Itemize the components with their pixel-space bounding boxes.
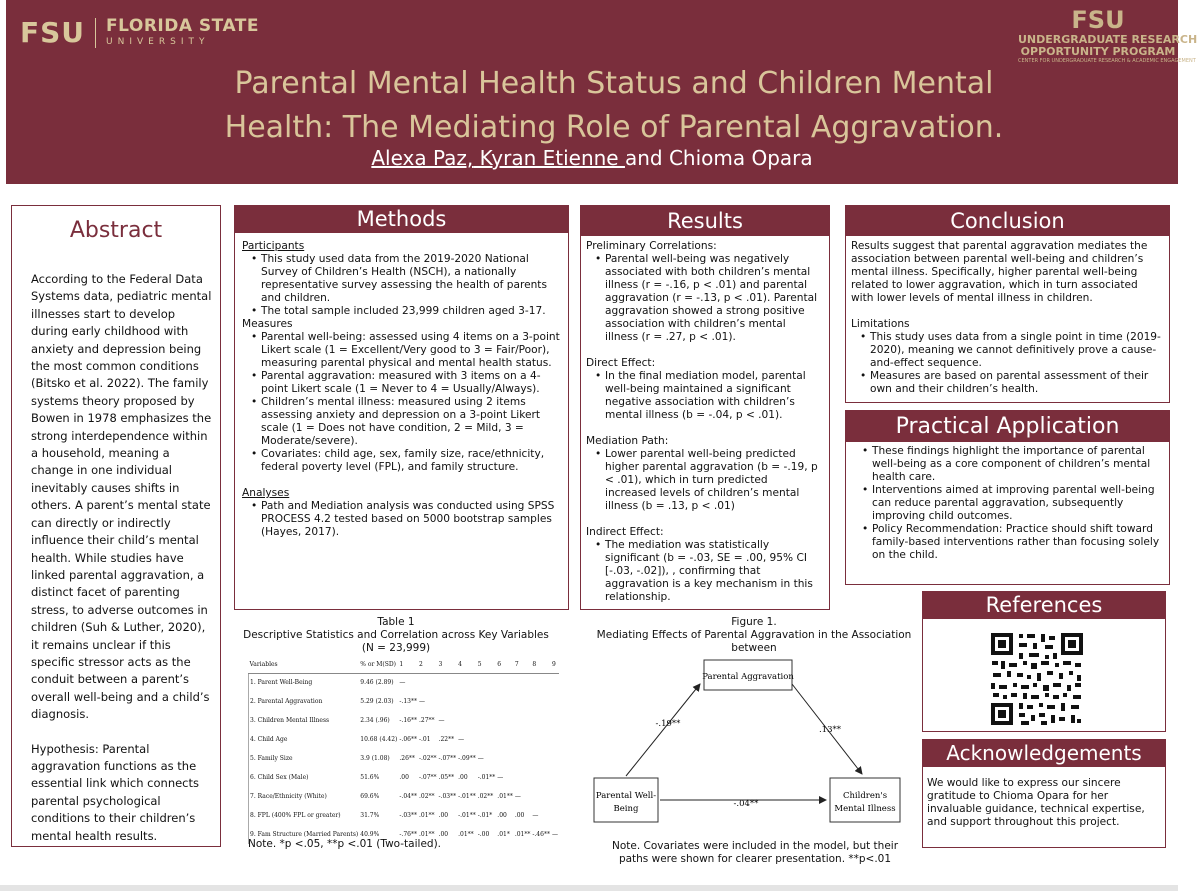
- urop-logo-line3: CENTER FOR UNDERGRADUATE RESEARCH & ACADEMIC ENGAGEMENT: [1018, 58, 1196, 65]
- practical-application-panel: [845, 410, 1170, 585]
- urop-logo-line1: UNDERGRADUATE RESEARCH: [1018, 33, 1197, 46]
- table-cell: —: [477, 755, 484, 762]
- table-cell: [551, 711, 559, 730]
- table-cell: -.16**: [399, 717, 417, 724]
- table-cell: [551, 787, 559, 806]
- table-cell: 1. Parent Well-Being: [249, 673, 360, 692]
- abstract-body: [12, 271, 220, 845]
- table-cell: —: [551, 831, 558, 838]
- measures-label: Measures: [242, 318, 293, 330]
- table-cell: -.04**: [399, 793, 417, 800]
- table-cell: .01**: [418, 831, 435, 838]
- table-cell: 5. Family Size: [249, 749, 360, 768]
- table-cell: [551, 673, 559, 692]
- poster-title: [106, 62, 1122, 150]
- table-cell: [496, 730, 514, 749]
- table-cell: [514, 692, 532, 711]
- table-cell: .02**: [418, 793, 435, 800]
- table-cell: 31.7%: [360, 812, 380, 819]
- analyses-label: Analyses: [242, 487, 290, 499]
- table-cell: -.01**: [477, 774, 496, 781]
- list-item: • The total sample included 23,999 children aged 3-17.: [242, 305, 561, 318]
- table-cell: .01*: [497, 831, 510, 838]
- title-line-2: Health: The Mediating Role of Parental Aggravation.: [224, 110, 1004, 145]
- table-cell: [477, 711, 497, 730]
- table-header-cell: 1: [398, 657, 418, 673]
- qr-code-icon[interactable]: [989, 631, 1085, 727]
- table-cell: [514, 768, 532, 787]
- table-cell: .00: [514, 812, 525, 819]
- table-cell: .26**: [399, 755, 415, 762]
- author-1: Alexa Paz,: [371, 146, 474, 170]
- list-item: • Interventions aimed at improving parental well-being can reduce parental aggravation, subsequently improving child outcomes.: [853, 484, 1162, 523]
- table-cell: [477, 730, 497, 749]
- path-a-coefficient: -.19**: [655, 719, 681, 729]
- table-cell: -.03**: [438, 793, 457, 800]
- table-cell: -.13**: [399, 698, 417, 705]
- table-header-cell: 2: [418, 657, 438, 673]
- table-cell: -.01: [418, 736, 431, 743]
- table-cell: -.01**: [458, 812, 476, 819]
- table-cell: [531, 730, 551, 749]
- table-cell: [477, 692, 497, 711]
- figure-number: Figure 1.: [731, 616, 777, 628]
- stats-table: [248, 657, 559, 844]
- table-cell: 2. Parental Aggravation: [249, 692, 360, 711]
- table-cell: -.76**: [399, 831, 417, 838]
- fsu-logo-mark: FSU: [20, 16, 86, 49]
- table-title: Descriptive Statistics and Correlation across Key Variables: [243, 629, 549, 641]
- table-cell: [496, 749, 514, 768]
- table-header-cell: 6: [496, 657, 514, 673]
- table-cell: .00: [497, 812, 507, 819]
- table-cell: [551, 806, 559, 825]
- poster-header: [6, 0, 1197, 184]
- mediation-diagram: [586, 654, 916, 834]
- methods-heading: Methods: [235, 206, 568, 233]
- table-cell: [551, 730, 559, 749]
- table-cell: [531, 749, 551, 768]
- acknowledgements-panel: [922, 739, 1166, 848]
- list-item: • Path and Mediation analysis was conducted using SPSS PROCESS 4.2 tested based on 5000 bootstrap samples (Hayes, 2017).: [242, 500, 561, 539]
- table-cell: [457, 673, 477, 692]
- table-cell: [496, 711, 514, 730]
- table-cell: [531, 673, 551, 692]
- table-cell: 4. Child Age: [249, 730, 360, 749]
- table-cell: —: [514, 793, 521, 800]
- table-cell: .05**: [438, 774, 455, 781]
- table-cell: -.06**: [399, 736, 417, 743]
- author-list: [6, 146, 1178, 170]
- fsu-logo: [20, 16, 259, 49]
- predictor-label-1: Parental Well-: [595, 791, 657, 801]
- table-cell: [514, 749, 532, 768]
- practical-application-heading: Practical Application: [846, 411, 1169, 442]
- list-item: • This study uses data from a single point in time (2019-2020), meaning we cannot definitively prove a cause-and-effect sequence.: [851, 331, 1162, 370]
- table-cell: 7. Race/Ethnicity (White): [249, 787, 360, 806]
- methods-panel: [234, 205, 569, 610]
- figure-note-line-2: paths were shown for clearer presentation. **p<.01: [618, 853, 892, 865]
- limitations-label: Limitations: [851, 318, 910, 330]
- table-cell: 9. Fam Structure (Married Parents): [249, 825, 360, 844]
- figure-note: [600, 840, 910, 866]
- table-row: [249, 730, 559, 749]
- table-cell: [418, 673, 438, 692]
- table-cell: —: [438, 717, 445, 724]
- table-cell: [496, 692, 514, 711]
- table-cell: [514, 730, 532, 749]
- figure-title-cont: between: [731, 642, 777, 654]
- table-cell: [531, 711, 551, 730]
- path-a-arrow: [626, 684, 700, 776]
- table-cell: -.07**: [438, 755, 457, 762]
- logo-university-word: UNIVERSITY: [106, 37, 210, 47]
- table-header-cell: 4: [457, 657, 477, 673]
- table-row: [249, 768, 559, 787]
- list-item: • The mediation was statistically significant (b = -.03, SE = .00, 95% CI [-.03, -.02]), , confirming that aggravation is a key mechanism in this relationship.: [586, 539, 822, 604]
- correlation-table: [248, 657, 558, 838]
- table-header-cell: Variables: [249, 657, 360, 673]
- author-3: and Chioma Opara: [624, 146, 813, 170]
- table-row: [249, 673, 559, 692]
- logo-university-name: FLORIDA STATE: [106, 16, 259, 36]
- table-cell: .02**: [477, 793, 494, 800]
- acknowledgements-text: We would like to express our sincere gratitude to Chioma Opara for her invaluable guidance, technical expertise, and support throughout this project.: [927, 777, 1145, 828]
- results-panel: [580, 205, 830, 610]
- table-cell: .01**: [418, 812, 435, 819]
- table-cell: —: [418, 698, 425, 705]
- table-cell: —: [532, 812, 539, 819]
- mediator-label: Parental Aggravation: [702, 672, 794, 682]
- table-cell: 51.6%: [360, 774, 380, 781]
- table-cell: -.46**: [532, 831, 550, 838]
- urop-logo: [1018, 6, 1197, 65]
- table-cell: [551, 692, 559, 711]
- path-c-coefficient: -.04**: [733, 799, 759, 809]
- list-item: • Parental well-being was negatively associated with both children’s mental illness (r = -.16, p < .01) and parental aggravation (r = -.13, p < .01). Parental aggravation showed a strong positive association with children’s mental illness (r = .27, p < .01).: [586, 253, 822, 344]
- urop-logo-line2: OPPORTUNITY PROGRAM: [1020, 45, 1176, 59]
- direct-effect-label: Direct Effect:: [586, 357, 656, 369]
- abstract-panel: [11, 205, 221, 847]
- list-item: • Policy Recommendation: Practice should shift toward family-based interventions rather than focusing solely on the child.: [853, 523, 1162, 562]
- author-2: Kyran Etienne: [473, 146, 625, 170]
- table-cell: [514, 673, 532, 692]
- list-item: • Parental well-being: assessed using 4 items on a 3-point Likert scale (1 = Excellent/Very good to 3 = Fair/Poor), measuring parental physical and mental health status.: [242, 331, 561, 370]
- path-b-coefficient: .13**: [818, 725, 842, 735]
- participants-label: Participants: [242, 240, 305, 252]
- table-cell: 8. FPL (400% FPL or greater): [249, 806, 360, 825]
- table-cell: -.03**: [399, 812, 417, 819]
- figure-title: Mediating Effects of Parental Aggravation in the Association: [596, 629, 912, 641]
- table-cell: [551, 768, 559, 787]
- table-cell: .01**: [514, 831, 531, 838]
- table-cell: 9.46 (2.89): [360, 679, 394, 687]
- conclusion-text: Results suggest that parental aggravation mediates the association between parental well-being and children’s mental illness. Specifically, higher parental well-being related to lower aggravation, which in turn associated with lower levels of mental illness in children.: [851, 240, 1148, 304]
- title-line-1: Parental Mental Health Status and Children Mental: [234, 66, 994, 101]
- table-header-cell: 8: [531, 657, 551, 673]
- table-cell: 3.9 (1.08): [360, 755, 390, 762]
- table-cell: -.00: [477, 831, 490, 838]
- table-cell: —: [399, 679, 406, 687]
- list-item: • In the final mediation model, parental well-being maintained a significant negative association with children’s mental illness (b = -.04, p < .01).: [586, 370, 822, 422]
- table-cell: 3. Children Mental Illness: [249, 711, 360, 730]
- table-cell: -.01*: [477, 812, 493, 819]
- table-cell: [514, 711, 532, 730]
- table-cell: [531, 787, 551, 806]
- table-header-cell: 9: [551, 657, 559, 673]
- table-cell: 5.29 (2.03): [360, 698, 394, 705]
- table-cell: -.01**: [458, 793, 476, 800]
- table-number: Table 1: [377, 616, 415, 628]
- table-cell: -.02**: [418, 755, 437, 762]
- mediation-path-label: Mediation Path:: [586, 435, 669, 447]
- abstract-paragraph: According to the Federal Data Systems data, pediatric mental illnesses start to develop during early childhood with anxiety and depression being the most common conditions (Bitsko et al. 2022). The family systems theory proposed by Bowen in 1978 emphasizes the strong interdependence within a household, meaning a change in one individual inevitably causes shifts in others. A parent’s mental state can directly or indirectly influence their child’s mental health. While studies have linked parental aggravation, a distinct facet of parenting stress, to adverse outcomes in children (Suh & Luther, 2020), it remains unclear if this specific stressor acts as the conduit between a parent’s overall well-being and a child’s diagnosis.: [31, 272, 212, 722]
- table-cell: [531, 692, 551, 711]
- table-cell: .01**: [458, 831, 474, 838]
- table-cell: [457, 711, 477, 730]
- table-header-cell: % or M(SD): [359, 657, 398, 673]
- predictor-label-2: Being: [613, 804, 639, 814]
- outcome-label-1: Children's: [842, 791, 888, 801]
- table-note: Note. *p <.05, **p <.01 (Two-tailed).: [248, 838, 442, 850]
- urop-logo-mark: FSU: [1071, 6, 1125, 34]
- table-cell: .22**: [438, 736, 455, 743]
- abstract-heading: Abstract: [69, 218, 163, 243]
- table-cell: [551, 749, 559, 768]
- list-item: • This study used data from the 2019-2020 National Survey of Children’s Health (NSCH), a nationally representative survey assessing the health of parents and children.: [242, 253, 561, 305]
- logo-divider: [95, 18, 96, 48]
- list-item: • Lower parental well-being predicted higher parental aggravation (b = -.19, p < .01), which in turn predicted increased levels of children’s mental illness (b = .13, p < .01): [586, 448, 822, 513]
- table-row: [249, 749, 559, 768]
- references-heading: References: [923, 592, 1165, 619]
- table-header-cell: 7: [514, 657, 532, 673]
- table-row: [249, 787, 559, 806]
- list-item: • Children’s mental illness: measured using 2 items assessing anxiety and depression on a 3-point Likert scale (1 = Does not have condition, 2 = Mild, 3 = Moderate/severe).: [242, 396, 561, 448]
- table-cell: .27**: [418, 717, 435, 724]
- table-row: [249, 692, 559, 711]
- table-cell: -.07**: [418, 774, 437, 781]
- table-cell: .00: [458, 774, 468, 781]
- table-caption: [236, 616, 556, 655]
- list-item: • Covariates: child age, sex, family size, race/ethnicity, federal poverty level (FPL), and family structure.: [242, 448, 561, 474]
- table-cell: -.09**: [458, 755, 476, 762]
- table-cell: 6. Child Sex (Male): [249, 768, 360, 787]
- indirect-effect-label: Indirect Effect:: [586, 526, 664, 538]
- list-item: • Parental aggravation: measured with 3 items on a 4-point Likert scale (1 = Never to 4 = Usually/Always).: [242, 370, 561, 396]
- table-cell: .01**: [497, 793, 513, 800]
- table-row: [249, 711, 559, 730]
- results-heading: Results: [581, 206, 829, 236]
- figure-note-line-1: Note. Covariates were included in the model, but their: [611, 840, 899, 852]
- table-cell: [438, 692, 458, 711]
- table-cell: 10.68 (4.42): [360, 736, 398, 743]
- table-cell: —: [458, 736, 465, 743]
- table-cell: 2.34 (.96): [360, 717, 390, 724]
- table-header-cell: 3: [438, 657, 458, 673]
- hypothesis-paragraph: Hypothesis: Parental aggravation functions as the essential link which connects parental psychological conditions to their children’s mental health results.: [31, 741, 200, 843]
- table-cell: [477, 673, 497, 692]
- table-cell: —: [497, 774, 504, 781]
- table-header-cell: 5: [477, 657, 497, 673]
- table-cell: [457, 692, 477, 711]
- table-cell: [531, 768, 551, 787]
- table-cell: .00: [399, 774, 409, 781]
- figure-caption: [590, 616, 918, 655]
- outcome-label-2: Mental Illness: [834, 804, 896, 814]
- conclusion-heading: Conclusion: [846, 206, 1169, 236]
- table-sample-size: (N = 23,999): [361, 642, 431, 654]
- acknowledgements-heading: Acknowledgements: [923, 740, 1165, 767]
- list-item: • Measures are based on parental assessment of their own and their children’s health.: [851, 370, 1162, 396]
- table-cell: 40.9%: [360, 831, 380, 838]
- table-cell: 69.6%: [360, 793, 380, 800]
- bottom-border: [0, 885, 1178, 891]
- table-cell: .00: [438, 812, 449, 819]
- table-cell: [438, 673, 458, 692]
- preliminary-correlations-label: Preliminary Correlations:: [586, 240, 717, 252]
- list-item: • These findings highlight the importance of parental well-being as a core component of children’s mental health care.: [853, 445, 1162, 484]
- table-cell: .00: [438, 831, 449, 838]
- table-row: [249, 806, 559, 825]
- table-cell: [496, 673, 514, 692]
- conclusion-panel: [845, 205, 1170, 403]
